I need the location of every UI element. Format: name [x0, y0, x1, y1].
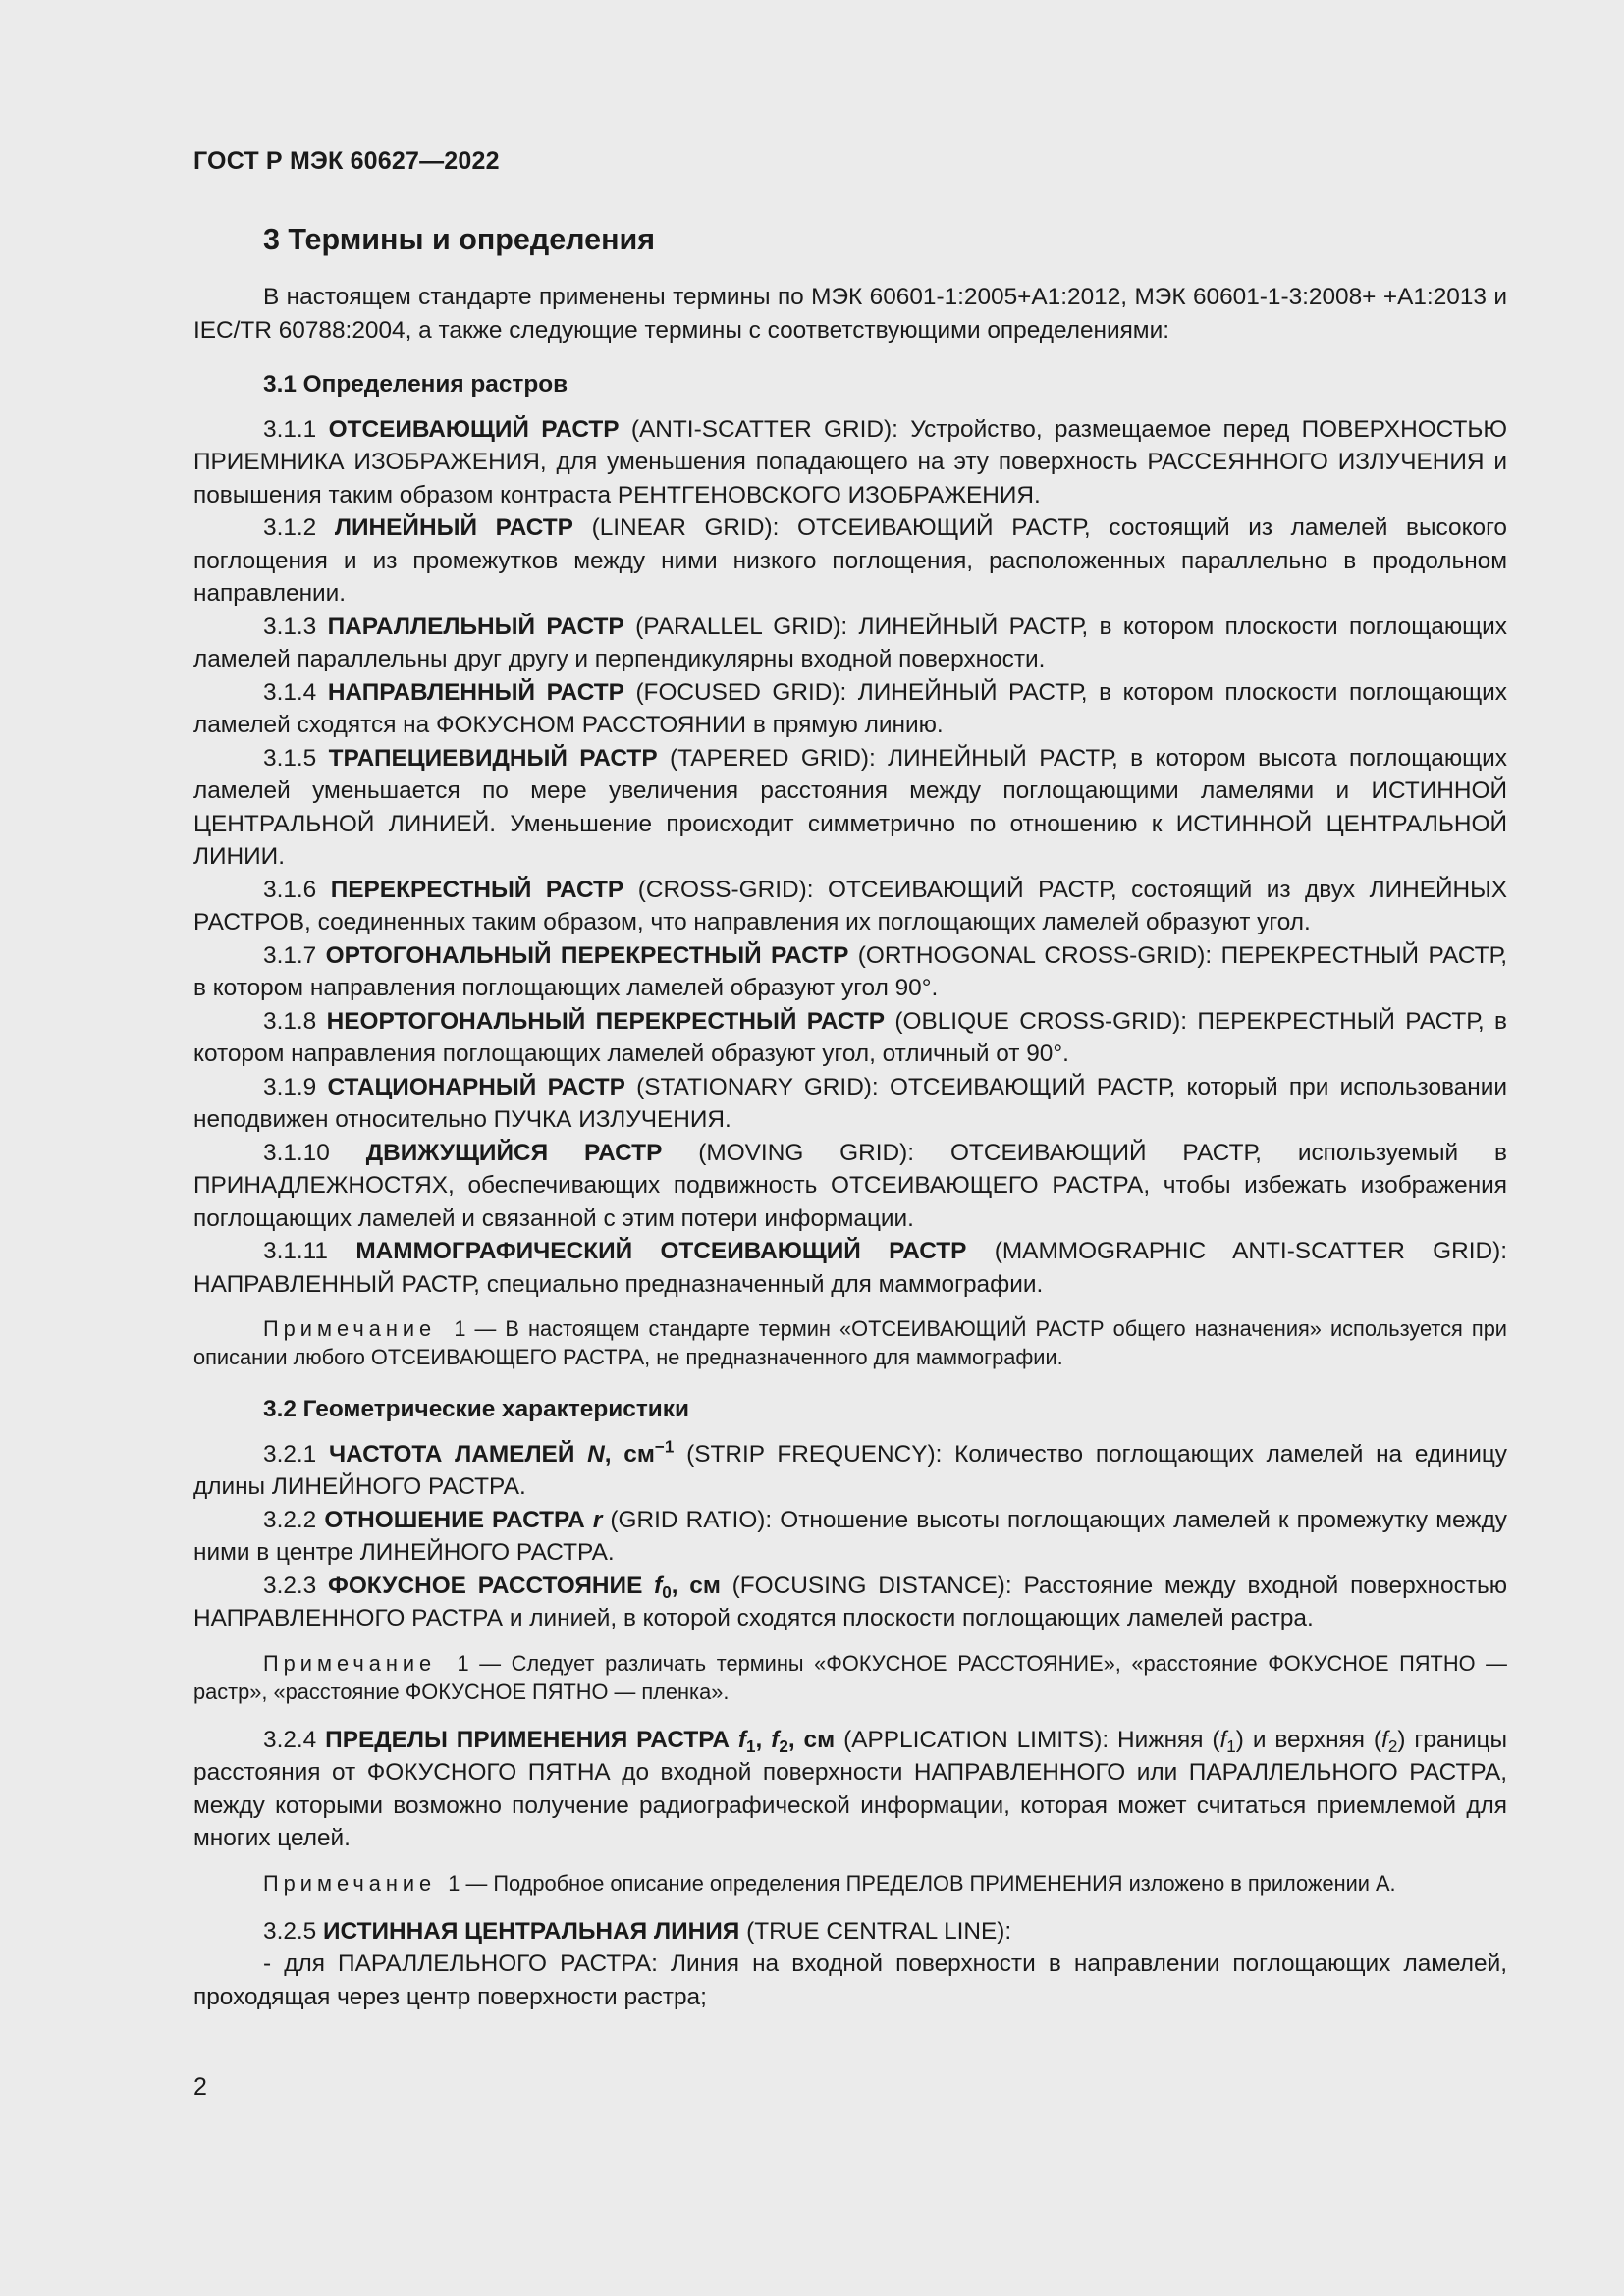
note-label: Примечание	[263, 1870, 437, 1896]
term-name: СТАЦИОНАРНЫЙ РАСТР	[327, 1073, 625, 1100]
definition-item	[193, 1724, 1507, 1855]
note-label: Примечание	[263, 1316, 437, 1341]
subscript: 0	[662, 1582, 672, 1602]
definition-item	[193, 413, 1507, 512]
definition-text: (ORTHOGONAL CROSS-GRID): ПЕРЕКРЕСТНЫЙ РАСТР, в котором направления поглощающих ламелей образуют угол 90°.	[193, 941, 1508, 1001]
definition-text: (MAMMOGRAPHIC ANTI-SCATTER GRID): НАПРАВЛЕННЫЙ РАСТР, специально предназначенный для маммографии.	[193, 1238, 1508, 1298]
document-id: ГОСТ Р МЭК 60627—2022	[193, 147, 500, 175]
definition-item	[193, 1137, 1507, 1236]
item-number: 3.1.10	[263, 1139, 330, 1166]
item-number: 3.1.8	[263, 1007, 317, 1035]
definition-item	[193, 1071, 1507, 1137]
term-name: ДВИЖУЩИЙСЯ РАСТР	[365, 1139, 663, 1166]
term-name: НАПРАВЛЕННЫЙ РАСТР	[327, 678, 624, 706]
definition-item	[193, 1915, 1507, 1949]
page-number: 2	[193, 2073, 207, 2101]
item-number: 3.2.5	[263, 1917, 317, 1945]
definition-text: (STATIONARY GRID): ОТСЕИВАЮЩИЙ РАСТР, который при использовании неподвижен относительно ПУЧКА ИЗЛУЧЕНИЯ.	[193, 1073, 1508, 1133]
item-number: 3.1.9	[263, 1073, 317, 1100]
definition-text: (APPLICATION LIMITS): Нижняя $(f_1)$ и верхняя $(f_2)$ границы расстояния от ФОКУСНОГО ПЯТНА до входной поверхности НАПРАВЛЕННОГО или ПАРАЛЛЕЛЬНОГО РАСТРА, между которыми возможно получение радиографической информации, которая может считаться приемлемой для многих целей.	[193, 1726, 1507, 1851]
item-number: 3.1.11	[263, 1238, 329, 1264]
item-number: 3.2.1	[263, 1440, 317, 1468]
definition-text: (FOCUSING DISTANCE): Расстояние между входной поверхностью НАПРАВЛЕННОГО РАСТРА и линией, в которой сходятся плоскости поглощающих ламелей растра.	[193, 1572, 1507, 1631]
item-number: 3.1.5	[263, 744, 317, 772]
term-name: ИСТИННАЯ ЦЕНТРАЛЬНАЯ ЛИНИЯ	[323, 1917, 740, 1945]
section-title: 3 Термины и определения	[263, 223, 656, 256]
note-text: 1 — В настоящем стандарте термин «ОТСЕИВАЮЩИЙ РАСТР общего назначения» используется при описании любого ОТСЕИВАЮЩЕГО РАСТРА, не предназначенного для маммографии.	[193, 1316, 1507, 1369]
definition-text: (CROSS-GRID): ОТСЕИВАЮЩИЙ РАСТР, состоящий из двух ЛИНЕЙНЫХ РАСТРОВ, соединенных таким образом, что направления их поглощающих ламелей образуют угол.	[193, 876, 1508, 935]
term-name: ТРАПЕЦИЕВИДНЫЙ РАСТР	[328, 744, 658, 772]
note-label: Примечание	[263, 1650, 437, 1676]
definition-item	[193, 742, 1507, 874]
definitions-list	[193, 413, 1507, 1302]
definition-text: (GRID RATIO): Отношение высоты поглощающих ламелей к промежутку между ними в центре ЛИНЕЙНОГО РАСТРА.	[193, 1506, 1507, 1566]
definition-text: (MOVING GRID): ОТСЕИВАЮЩИЙ РАСТР, используемый в ПРИНАДЛЕЖНОСТЯХ, обеспечивающих подвижность ОТСЕИВАЮЩЕГО РАСТРА, чтобы избежать изображения поглощающих ламелей и связанной с этим потери информации.	[193, 1139, 1507, 1232]
definition-text: (TAPERED GRID): ЛИНЕЙНЫЙ РАСТР, в котором высота поглощающих ламелей уменьшается по мере увеличения расстояния между поглощающими ламелями и ИСТИННОЙ ЦЕНТРАЛЬНОЙ ЛИНИЕЙ. Уменьшение происходит симметрично по отношению к ИСТИННОЙ ЦЕНТРАЛЬНОЙ ЛИНИИ.	[193, 744, 1508, 870]
term-name: ФОКУСНОЕ РАССТОЯНИЕ $f_0$, см	[328, 1572, 721, 1602]
definition-text: (FOCUSED GRID): ЛИНЕЙНЫЙ РАСТР, в котором плоскости поглощающих ламелей сходятся на ФОКУСНОМ РАССТОЯНИИ в прямую линию.	[193, 678, 1507, 738]
item-number: 3.2.2	[263, 1506, 317, 1533]
term-name: ОТНОШЕНИЕ РАСТРА r	[324, 1506, 603, 1533]
term-name: ОТСЕИВАЮЩИЙ РАСТР	[328, 415, 620, 443]
note	[193, 1649, 1507, 1706]
item-number: 3.2.4	[263, 1726, 317, 1753]
subsection-title: 3.2 Геометрические характеристики	[263, 1396, 689, 1422]
item-number: 3.1.1	[263, 415, 317, 443]
definition-item	[193, 1005, 1507, 1071]
definition-text: (LINEAR GRID): ОТСЕИВАЮЩИЙ РАСТР, состоящий из ламелей высокого поглощения и из промежутков между ними низкого поглощения, расположенных параллельно в продольном направлении.	[193, 514, 1507, 607]
item-number: 3.1.3	[263, 613, 317, 640]
page-content	[193, 220, 1507, 2013]
symbol: f	[771, 1726, 780, 1753]
definition-item	[193, 611, 1507, 676]
symbol: f	[737, 1726, 747, 1753]
item-number: 3.1.4	[263, 678, 317, 706]
note	[193, 1869, 1507, 1897]
term-name: ПРЕДЕЛЫ ПРИМЕНЕНИЯ РАСТРА $f_1$, $f_2$, см	[325, 1726, 836, 1756]
superscript: −1	[654, 1437, 675, 1457]
definition-text: (ANTI-SCATTER GRID): Устройство, размещаемое перед ПОВЕРХНОСТЬЮ ПРИЕМНИКА ИЗОБРАЖЕНИЯ, для уменьшения попадающего на эту поверхность РАССЕЯННОГО ИЗЛУЧЕНИЯ и повышения таким образом контраста РЕНТГЕНОВСКОГО ИЗОБРАЖЕНИЯ.	[193, 415, 1508, 508]
section-intro: В настоящем стандарте применены термины по МЭК 60601-1:2005+А1:2012, МЭК 60601-1-3:2008+ +А1:2013 и IEC/TR 60788:2004, а также следующие термины с соответствующими определениями:	[193, 284, 1507, 344]
definition-text: (TRUE CENTRAL LINE):	[746, 1917, 1012, 1945]
note-text: 1 — Подробное описание определения ПРЕДЕЛОВ ПРИМЕНЕНИЯ изложено в приложении А.	[448, 1870, 1396, 1896]
term-name: ЧАСТОТА ЛАМЕЛЕЙ N, $см^{-1}$	[329, 1437, 675, 1468]
list-item: - для ПАРАЛЛЕЛЬНОГО РАСТРА: Линия на входной поверхности в направлении поглощающих ламелей, проходящая через центр поверхности растра;	[193, 1950, 1507, 2010]
symbol: f	[654, 1572, 663, 1599]
note	[193, 1314, 1507, 1371]
symbol: N	[587, 1440, 605, 1468]
term-name: НЕОРТОГОНАЛЬНЫЙ ПЕРЕКРЕСТНЫЙ РАСТР	[326, 1007, 886, 1035]
term-name: ОРТОГОНАЛЬНЫЙ ПЕРЕКРЕСТНЫЙ РАСТР	[325, 941, 849, 969]
term-name: ПАРАЛЛЕЛЬНЫЙ РАСТР	[327, 613, 624, 640]
definition-item	[193, 874, 1507, 939]
item-number: 3.1.7	[263, 941, 317, 969]
term-name: ЛИНЕЙНЫЙ РАСТР	[334, 514, 573, 541]
definition-text: (STRIP FREQUENCY): Количество поглощающих ламелей на единицу длины ЛИНЕЙНОГО РАСТРА.	[193, 1440, 1507, 1500]
item-number: 3.1.6	[263, 876, 317, 903]
definition-item	[193, 511, 1507, 611]
definition-text: (OBLIQUE CROSS-GRID): ПЕРЕКРЕСТНЫЙ РАСТР, в котором направления поглощающих ламелей образуют угол, отличный от 90°.	[193, 1007, 1507, 1067]
term-name: ПЕРЕКРЕСТНЫЙ РАСТР	[330, 876, 624, 903]
note-text: 1 — Следует различать термины «ФОКУСНОЕ РАССТОЯНИЕ», «расстояние ФОКУСНОЕ ПЯТНО — растр», «расстояние ФОКУСНОЕ ПЯТНО — пленка».	[193, 1650, 1507, 1704]
definition-item	[193, 676, 1507, 742]
definition-item	[193, 1438, 1507, 1504]
definition-text: (PARALLEL GRID): ЛИНЕЙНЫЙ РАСТР, в котором плоскости поглощающих ламелей параллельны друг другу и перпендикулярны входной поверхности.	[193, 613, 1508, 672]
definition-item	[193, 939, 1507, 1005]
subsection-title: 3.1 Определения растров	[263, 371, 568, 398]
item-number: 3.1.2	[263, 514, 317, 541]
item-number: 3.2.3	[263, 1572, 317, 1599]
symbol: r	[592, 1506, 603, 1533]
definition-item	[193, 1235, 1507, 1301]
definition-item	[193, 1570, 1507, 1635]
term-name: МАММОГРАФИЧЕСКИЙ ОТСЕИВАЮЩИЙ РАСТР	[355, 1238, 967, 1264]
definition-item	[193, 1504, 1507, 1570]
